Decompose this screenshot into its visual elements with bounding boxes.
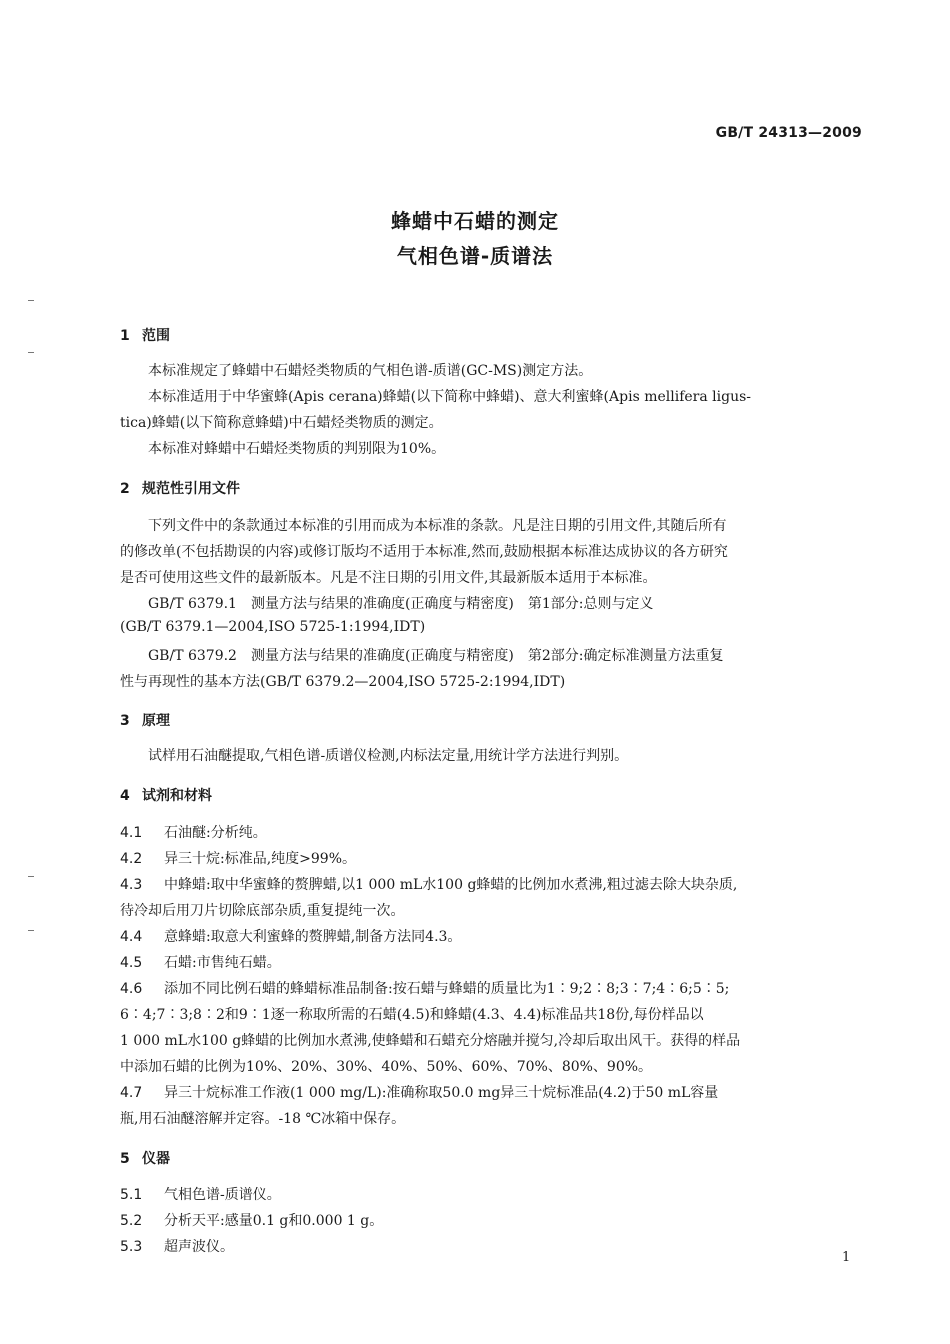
standard-code: GB/T 24313—2009 — [715, 125, 862, 141]
scan-mark — [28, 876, 34, 877]
section-heading: 1 范围 — [120, 328, 170, 344]
list-item: 4.6 添加不同比例石蜡的蜂蜡标准品制备:按石蜡与蜂蜡的质量比为1∶9;2∶8;3∶7;4∶6;5∶5; — [120, 981, 730, 997]
list-item: 5.1 气相色谱-质谱仪。 — [120, 1187, 281, 1203]
page-number: 1 — [842, 1250, 851, 1265]
list-item: 4.1 石油醚:分析纯。 — [120, 825, 267, 841]
list-item: 5.2 分析天平:感量0.1 g和0.000 1 g。 — [120, 1213, 384, 1229]
document-subtitle: 气相色谱-质谱法 — [396, 244, 554, 268]
reference-line: (GB/T 6379.1—2004,ISO 5725-1:1994,IDT) — [120, 619, 426, 635]
paragraph-line: 本标准对蜂蜡中石蜡烃类物质的判别限为10%。 — [148, 441, 446, 457]
paragraph-line: 下列文件中的条款通过本标准的引用而成为本标准的条款。凡是注日期的引用文件,其随后所有 — [148, 518, 727, 534]
section-heading: 3 原理 — [120, 713, 170, 729]
list-item-continuation: 中添加石蜡的比例为10%、20%、30%、40%、50%、60%、70%、80%、90%。 — [120, 1059, 653, 1075]
paragraph-line: 的修改单(不包括勘误的内容)或修订版均不适用于本标准,然而,鼓励根据本标准达成协议的各方研究 — [120, 544, 728, 560]
section-heading: 4 试剂和材料 — [120, 788, 212, 804]
scan-mark — [28, 300, 34, 301]
document-title: 蜂蜡中石蜡的测定 — [391, 209, 559, 233]
list-item: 4.7 异三十烷标准工作液(1 000 mg/L):准确称取50.0 mg异三十烷标准品(4.2)于50 mL容量 — [120, 1085, 719, 1101]
reference-line: GB/T 6379.2 测量方法与结果的准确度(正确度与精密度) 第2部分:确定标准测量方法重复 — [148, 648, 724, 664]
list-item: 5.3 超声波仪。 — [120, 1239, 234, 1255]
paragraph-line: tica)蜂蜡(以下简称意蜂蜡)中石蜡烃类物质的测定。 — [120, 415, 443, 431]
scan-mark — [28, 352, 34, 353]
paragraph-line: 试样用石油醚提取,气相色谱-质谱仪检测,内标法定量,用统计学方法进行判别。 — [148, 748, 629, 764]
paragraph-line: 本标准适用于中华蜜蜂(Apis cerana)蜂蜡(以下简称中蜂蜡)、意大利蜜蜂(Apis mellifera ligus- — [148, 389, 752, 405]
paragraph-line: 是否可使用这些文件的最新版本。凡是不注日期的引用文件,其最新版本适用于本标准。 — [120, 570, 657, 586]
list-item-continuation: 6∶4;7∶3;8∶2和9∶1逐一称取所需的石蜡(4.5)和蜂蜡(4.3、4.4)标准品共18份,每份样品以 — [120, 1007, 704, 1023]
list-item-continuation: 1 000 mL水100 g蜂蜡的比例加水煮沸,使蜂蜡和石蜡充分熔融并搅匀,冷却后取出风干。获得的样品 — [120, 1033, 741, 1049]
section-heading: 2 规范性引用文件 — [120, 481, 240, 497]
scan-mark — [28, 930, 34, 931]
reference-line: 性与再现性的基本方法(GB/T 6379.2—2004,ISO 5725-2:1994,IDT) — [120, 674, 566, 690]
list-item: 4.3 中蜂蜡:取中华蜜蜂的赘脾蜡,以1 000 mL水100 g蜂蜡的比例加水煮沸,粗过滤去除大块杂质, — [120, 877, 738, 893]
list-item-continuation: 待冷却后用刀片切除底部杂质,重复提纯一次。 — [120, 903, 405, 919]
list-item: 4.4 意蜂蜡:取意大利蜜蜂的赘脾蜡,制备方法同4.3。 — [120, 929, 462, 945]
reference-line: GB/T 6379.1 测量方法与结果的准确度(正确度与精密度) 第1部分:总则与定义 — [148, 596, 654, 612]
paragraph-line: 本标准规定了蜂蜡中石蜡烃类物质的气相色谱-质谱(GC-MS)测定方法。 — [148, 363, 593, 379]
section-heading: 5 仪器 — [120, 1151, 170, 1167]
list-item: 4.2 异三十烷:标准品,纯度>99%。 — [120, 851, 357, 867]
list-item-continuation: 瓶,用石油醚溶解并定容。-18 ℃冰箱中保存。 — [120, 1111, 406, 1127]
list-item: 4.5 石蜡:市售纯石蜡。 — [120, 955, 281, 971]
